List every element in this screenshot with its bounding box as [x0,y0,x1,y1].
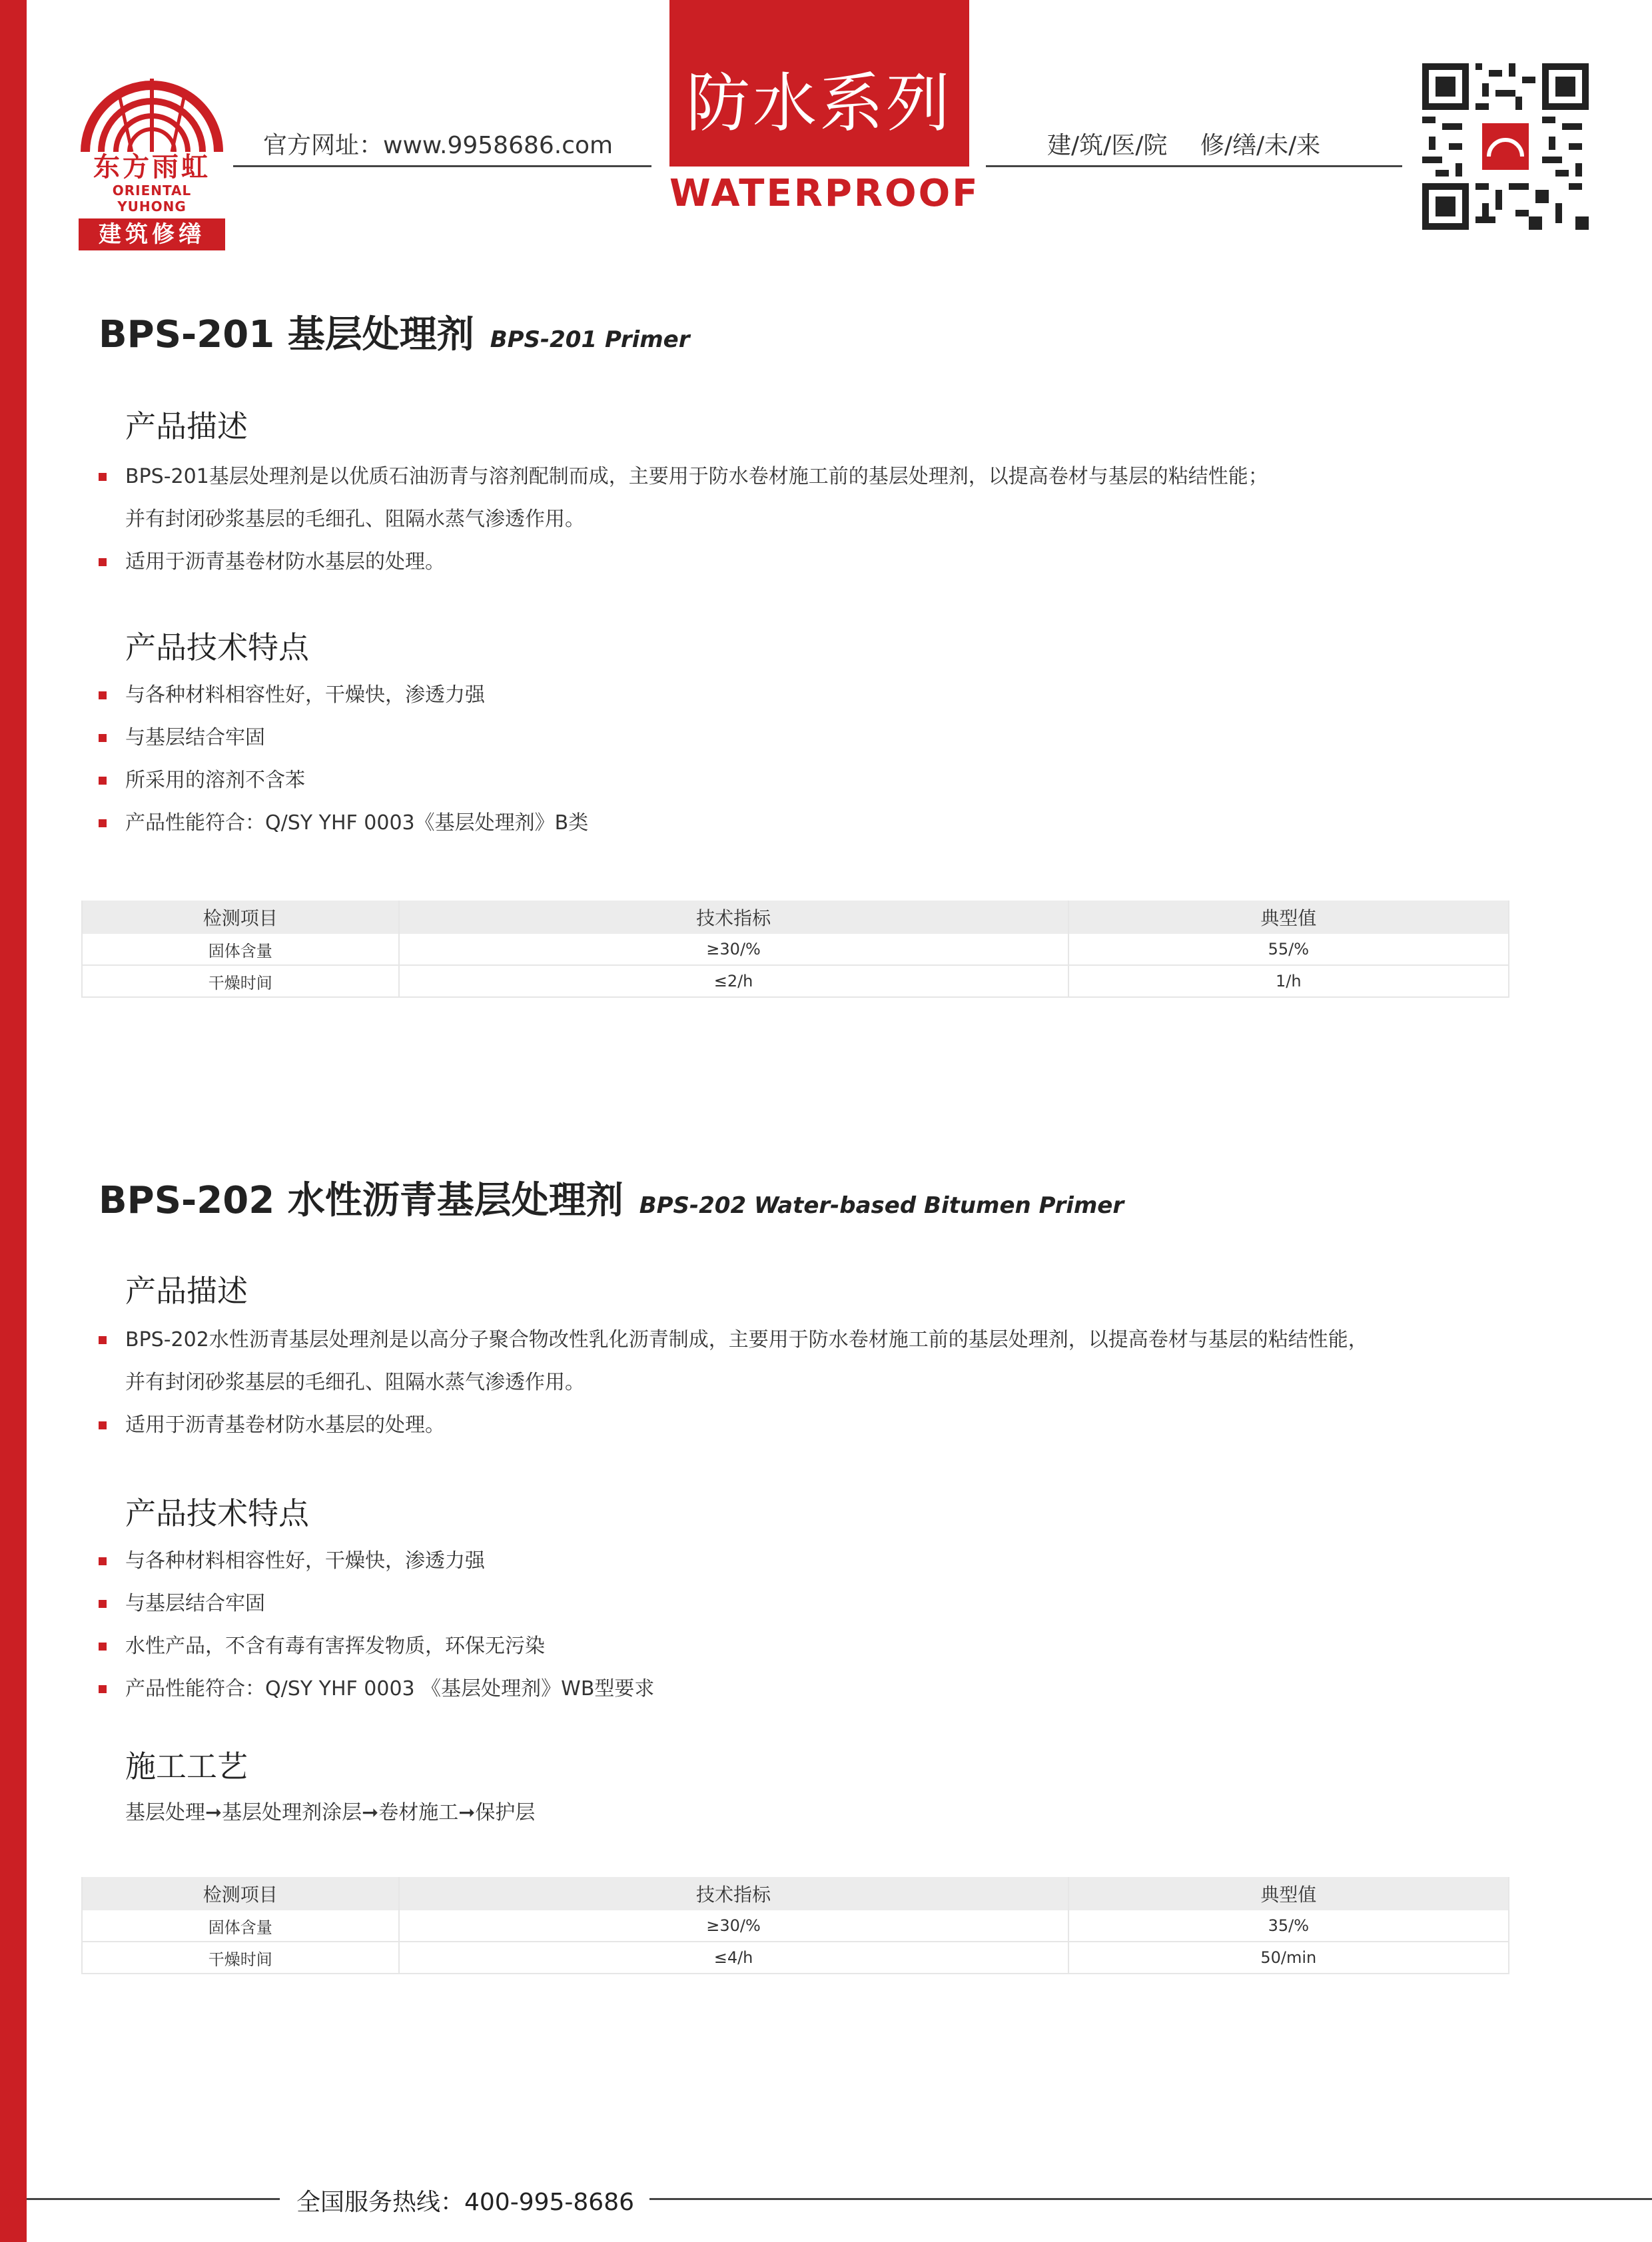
series-title-cn: 防水系列 [686,66,953,141]
bullet-square-icon [99,473,107,481]
bullet-square-icon [99,691,107,699]
product2-title-en: BPS-202 Water-based Bitumen Primer [639,1192,1124,1219]
product2-feature-heading: 产品技术特点 [125,1495,309,1531]
table-header-cell: 典型值 [1068,901,1509,934]
table-cell: ≥30/% [399,934,1068,965]
header-divider-left [233,165,651,167]
series-title-en: WATERPROOF [669,172,980,215]
service-hotline: 全国服务热线：400-995-8686 [296,2189,635,2216]
list-item: BPS-202水性沥青基层处理剂是以高分子聚合物改性乳化沥青制成，主要用于防水卷材施工前的基层处理剂，以提高卷材与基层的粘结性能， [99,1319,1368,1361]
table-header-row [82,901,1509,934]
list-item: 水性产品，不含有毒有害挥发物质，环保无污染 [99,1625,654,1668]
table-cell: ≤2/h [399,965,1068,997]
bullet-square-icon [99,1643,107,1651]
list-item: 与各种材料相容性好，干燥快，渗透力强 [99,1540,654,1583]
product2-spec-table [81,1877,1509,1974]
table-row [82,934,1509,965]
list-item: 适用于沥青基卷材防水基层的处理。 [99,541,1268,583]
table-header-row [82,1877,1509,1910]
product2-title [99,1171,1124,1224]
product1-desc-heading: 产品描述 [125,408,248,444]
list-item: 适用于沥青基卷材防水基层的处理。 [99,1404,1368,1447]
product1-title-en: BPS-201 Primer [490,326,690,353]
website-text: 官方网址：www.9958686.com [263,132,614,159]
bullet-square-icon [99,1557,107,1565]
table-cell: ≥30/% [399,1910,1068,1942]
table-header-cell: 典型值 [1068,1877,1509,1910]
product2-title-cn: BPS-202 水性沥青基层处理剂 [99,1179,623,1222]
table-header-cell: 检测项目 [82,1877,399,1910]
product2-process-heading: 施工工艺 [125,1748,248,1784]
list-item: 所采用的溶剂不含苯 [99,759,588,802]
list-item: BPS-201基层处理剂是以优质石油沥青与溶剂配制而成，主要用于防水卷材施工前的基层处理剂，以提高卷材与基层的粘结性能； [99,456,1268,498]
product2-desc-list [99,1319,1368,1447]
logo-brand-cn: 东方雨虹 [93,152,210,183]
left-accent-bar [0,0,27,2242]
list-item: 与基层结合牢固 [99,717,588,759]
table-cell: 固体含量 [82,934,399,965]
header-divider-right [986,165,1402,167]
product2-desc-heading: 产品描述 [125,1273,248,1309]
table-row [82,1910,1509,1942]
slogan-text: 建/筑/医/院 修/缮/未/来 [1047,132,1321,159]
qr-code-icon [1422,63,1589,230]
bullet-square-icon [99,558,107,566]
list-item: 并有封闭砂浆基层的毛细孔、阻隔水蒸气渗透作用。 [125,1371,585,1394]
product2-feature-list [99,1540,654,1710]
table-cell: 干燥时间 [82,965,399,997]
table-cell: 干燥时间 [82,1942,399,1974]
list-item: 产品性能符合：Q/SY YHF 0003《基层处理剂》B类 [99,802,588,845]
brand-logo [79,59,225,248]
bullet-square-icon [99,1685,107,1693]
product1-feature-heading: 产品技术特点 [125,629,309,665]
bullet-square-icon [99,1421,107,1429]
table-row [82,1942,1509,1974]
bullet-square-icon [99,1600,107,1608]
list-item: 与基层结合牢固 [99,1583,654,1625]
product1-desc-list [99,456,1268,583]
table-cell: 55/% [1068,934,1509,965]
table-row [82,965,1509,997]
list-item: 产品性能符合：Q/SY YHF 0003 《基层处理剂》WB型要求 [99,1668,654,1710]
table-header-cell: 检测项目 [82,901,399,934]
bullet-square-icon [99,777,107,785]
list-item: 与各种材料相容性好，干燥快，渗透力强 [99,674,588,717]
product1-feature-list [99,674,588,845]
logo-brand-en: ORIENTAL YUHONG [112,183,192,214]
product1-title-cn: BPS-201 基层处理剂 [99,313,474,356]
footer-divider-left [27,2198,280,2200]
table-cell: 1/h [1068,965,1509,997]
table-header-cell: 技术指标 [399,901,1068,934]
table-cell: ≤4/h [399,1942,1068,1974]
series-title-box [669,0,969,167]
table-cell: 固体含量 [82,1910,399,1942]
product1-spec-table [81,901,1509,998]
table-header-cell: 技术指标 [399,1877,1068,1910]
logo-tagline: 建筑修缮 [79,218,225,250]
bullet-square-icon [99,1336,107,1344]
product2-process-text: 基层处理➞基层处理剂涂层➞卷材施工➞保护层 [125,1801,536,1824]
product1-title [99,305,690,358]
bullet-square-icon [99,734,107,742]
list-item: 并有封闭砂浆基层的毛细孔、阻隔水蒸气渗透作用。 [125,508,585,531]
rainbow-arch-icon [79,59,225,152]
bullet-square-icon [99,819,107,827]
table-cell: 35/% [1068,1910,1509,1942]
table-cell: 50/min [1068,1942,1509,1974]
footer-divider-right [649,2198,1652,2200]
